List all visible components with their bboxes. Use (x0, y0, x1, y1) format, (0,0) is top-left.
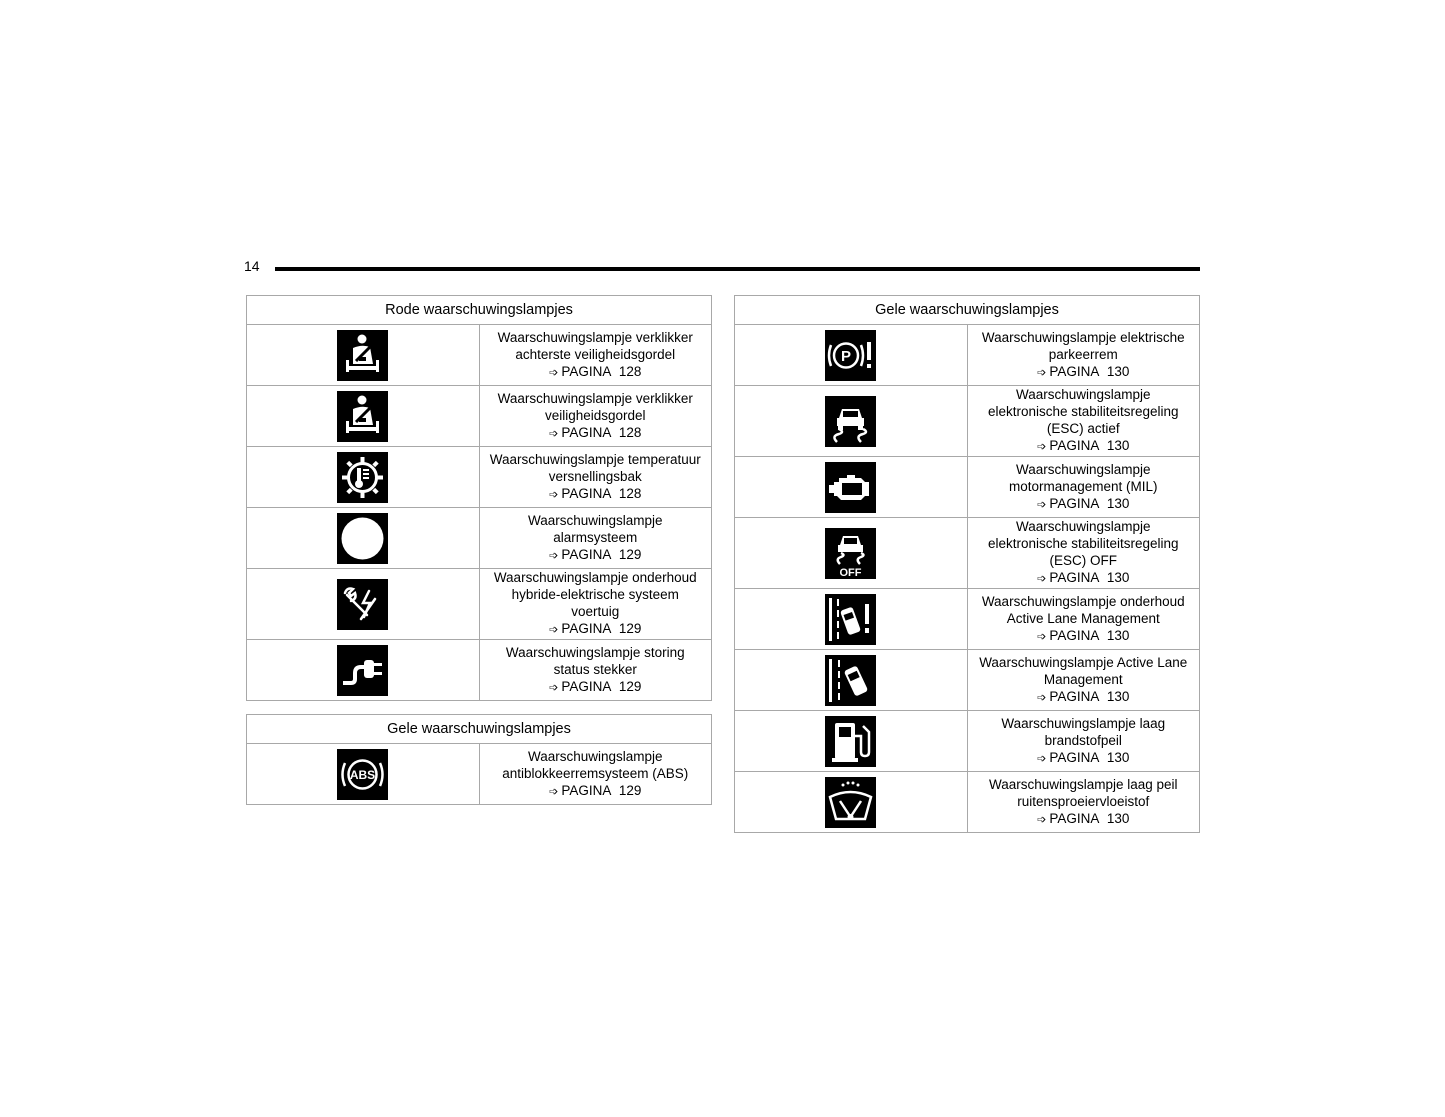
svg-text:ABS: ABS (350, 767, 376, 782)
page-reference[interactable]: ➩ PAGINA 128 (549, 485, 642, 501)
page-reference[interactable]: ➩ PAGINA 128 (549, 363, 642, 379)
table-title: Gele waarschuwingslampjes (735, 296, 1200, 325)
low-fuel-icon (825, 716, 876, 767)
arrow-right-icon: ➩ (1037, 813, 1047, 826)
arrow-right-icon: ➩ (549, 427, 559, 440)
seatbelt-icon (337, 391, 388, 442)
page-reference[interactable]: ➩ PAGINA 130 (1037, 495, 1130, 511)
table-row (735, 518, 1200, 589)
hybrid-service-icon (337, 579, 388, 630)
row-label: Waarschuwingslampje verklikker veiligheidsgordel (497, 390, 693, 423)
page-reference[interactable]: ➩ PAGINA 130 (1037, 363, 1130, 379)
arrow-right-icon: ➩ (1037, 752, 1047, 765)
table-row (735, 325, 1200, 386)
arrow-right-icon: ➩ (549, 624, 559, 636)
arrow-right-icon: ➩ (549, 366, 559, 379)
abs-icon (337, 749, 388, 800)
svg-text:OFF: OFF (839, 566, 862, 579)
arrow-right-icon: ➩ (1037, 366, 1047, 379)
table-row (735, 589, 1200, 650)
arrow-right-icon: ➩ (1037, 498, 1047, 511)
table-row (247, 640, 712, 701)
page-reference[interactable]: ➩ PAGINA 128 (549, 424, 642, 440)
table-title: Gele waarschuwingslampjes (247, 715, 712, 744)
arrow-right-icon: ➩ (549, 488, 559, 501)
row-label: Waarschuwingslampje laag peil ruitensproeiervloeistof (988, 776, 1178, 809)
transmission-temperature-icon (337, 452, 388, 503)
page-reference[interactable]: ➩ PAGINA 130 (1037, 438, 1130, 453)
arrow-right-icon: ➩ (1037, 441, 1047, 453)
arrow-right-icon: ➩ (549, 549, 559, 562)
arrow-right-icon: ➩ (1037, 573, 1047, 585)
table-row (247, 447, 712, 508)
page-reference[interactable]: ➩ PAGINA 130 (1037, 688, 1130, 704)
lane-management-service-icon (825, 594, 876, 645)
page-reference[interactable]: ➩ PAGINA 129 (549, 782, 642, 798)
page-reference[interactable]: ➩ PAGINA 130 (1037, 810, 1130, 826)
yellow-warning-table-right (734, 295, 1200, 833)
table-row (247, 569, 712, 640)
arrow-right-icon: ➩ (1037, 630, 1047, 643)
page-reference[interactable]: ➩ PAGINA 130 (1037, 627, 1130, 643)
row-label: Waarschuwingslampje motormanagement (MIL) (1008, 461, 1158, 494)
alarm-system-icon (337, 513, 388, 564)
yellow-warning-table-left (246, 714, 712, 805)
row-label: Waarschuwingslampje onderhoud Active Lane Management (981, 593, 1185, 626)
table-row (735, 711, 1200, 772)
page-reference[interactable]: ➩ PAGINA 129 (549, 678, 642, 694)
table-row (735, 457, 1200, 518)
page-reference[interactable]: ➩ PAGINA 130 (1037, 570, 1130, 585)
table-row (247, 744, 712, 805)
row-label: Waarschuwingslampje elektronische stabiliteitsregeling (ESC) OFF (987, 519, 1179, 568)
row-label: Waarschuwingslampje onderhoud hybride-elektrische systeem voertuig (493, 570, 697, 619)
row-label: Waarschuwingslampje Active Lane Management (979, 654, 1188, 687)
row-label: Waarschuwingslampje verklikker achterste veiligheidsgordel (497, 329, 693, 362)
page-reference[interactable]: ➩ PAGINA 129 (549, 621, 642, 636)
parking-brake-icon (825, 330, 876, 381)
arrow-right-icon: ➩ (549, 785, 559, 798)
plug-status-icon (337, 645, 388, 696)
esc-off-icon (825, 528, 876, 579)
row-label: Waarschuwingslampje storing status stekker (505, 644, 685, 677)
svg-text:P: P (841, 347, 852, 365)
rear-seatbelt-icon (337, 330, 388, 381)
table-row (735, 650, 1200, 711)
row-label: Waarschuwingslampje temperatuur versnellingsbak (489, 451, 701, 484)
washer-fluid-icon (825, 777, 876, 828)
row-label: Waarschuwingslampje elektrische parkeerrem (981, 329, 1185, 362)
row-label: Waarschuwingslampje laag brandstofpeil (1001, 715, 1166, 748)
page-reference[interactable]: ➩ PAGINA 129 (549, 546, 642, 562)
arrow-right-icon: ➩ (549, 681, 559, 694)
page-reference[interactable]: ➩ PAGINA 130 (1037, 749, 1130, 765)
row-label: Waarschuwingslampje alarmsysteem (527, 512, 663, 545)
table-row (247, 325, 712, 386)
page-number: 14 (244, 258, 260, 274)
esc-active-icon (825, 396, 876, 447)
row-label: Waarschuwingslampje antiblokkeerremsysteem (ABS) (502, 748, 689, 781)
table-row (735, 386, 1200, 457)
red-warning-table (246, 295, 712, 701)
engine-check-icon (825, 462, 876, 513)
header-rule (275, 267, 1200, 271)
table-title: Rode waarschuwingslampjes (247, 296, 712, 325)
table-row (247, 508, 712, 569)
arrow-right-icon: ➩ (1037, 691, 1047, 704)
lane-management-icon (825, 655, 876, 706)
table-row (247, 386, 712, 447)
row-label: Waarschuwingslampje elektronische stabiliteitsregeling (ESC) actief (987, 387, 1179, 436)
table-row (735, 772, 1200, 833)
